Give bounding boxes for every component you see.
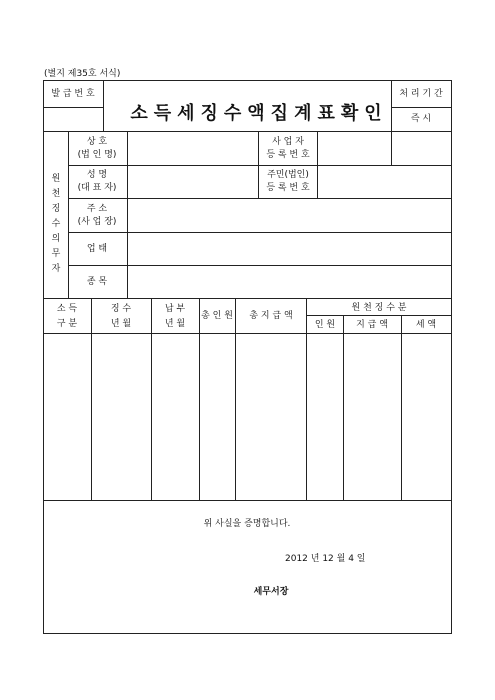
business-category-label: 종 목 [86, 277, 108, 287]
withholding-header: 원 천 징 수 분 [351, 303, 407, 313]
withholder-side-label-char: 수 [51, 219, 61, 229]
resident-reg-sublabel: 등 록 번 호 [266, 183, 310, 193]
trade-name-label: 상 호 [86, 137, 108, 147]
address-label: 주 소 [86, 204, 108, 214]
tax-amount-header: 세 액 [415, 320, 437, 330]
withholder-side-label-char: 의 [51, 234, 61, 244]
representative-name-sublabel: (대 표 자) [77, 183, 117, 193]
collection-month-subheader: 년 월 [110, 319, 132, 329]
processing-period-label: 처 리 기 간 [399, 89, 443, 99]
tax-office-signer: 세무서장 [253, 587, 289, 597]
resident-reg-label: 주민(법인) [267, 170, 309, 180]
payment-month-header: 납 부 [164, 304, 186, 314]
withholder-side-label-char: 징 [51, 204, 61, 214]
persons-header: 인 원 [314, 320, 336, 330]
withholder-side-label-char: 원 [51, 174, 61, 184]
address-sublabel: (사 업 장) [77, 217, 117, 227]
income-type-subheader: 구 분 [56, 319, 78, 329]
income-type-header: 소 득 [56, 304, 78, 314]
total-persons-header: 총 인 원 [201, 311, 233, 321]
payment-amount-header: 지 급 액 [356, 320, 388, 330]
form-title: 소득세징수액집계표확인 [130, 103, 388, 124]
business-reg-sublabel: 등 록 번 호 [266, 150, 310, 160]
issue-number-label: 발 급 번 호 [51, 89, 95, 99]
trade-name-sublabel: (법 인 명) [77, 150, 117, 160]
representative-name-label: 성 명 [86, 170, 108, 180]
payment-month-subheader: 년 월 [164, 319, 186, 329]
business-type-label: 업 태 [86, 244, 108, 254]
processing-period-value: 즉 시 [410, 114, 432, 124]
withholder-side-label-char: 천 [51, 189, 61, 199]
business-reg-label: 사 업 자 [272, 137, 304, 147]
total-payment-header: 총 지 급 액 [249, 311, 293, 321]
certification-statement: 위 사실을 증명합니다. [203, 519, 291, 529]
withholder-side-label-char: 자 [51, 264, 61, 274]
collection-month-header: 징 수 [110, 304, 132, 314]
withholder-side-label-char: 무 [51, 249, 61, 259]
form-reference: (별지 제35호 서식) [44, 69, 121, 79]
certification-date: 2012 년 12 월 4 일 [285, 554, 366, 564]
